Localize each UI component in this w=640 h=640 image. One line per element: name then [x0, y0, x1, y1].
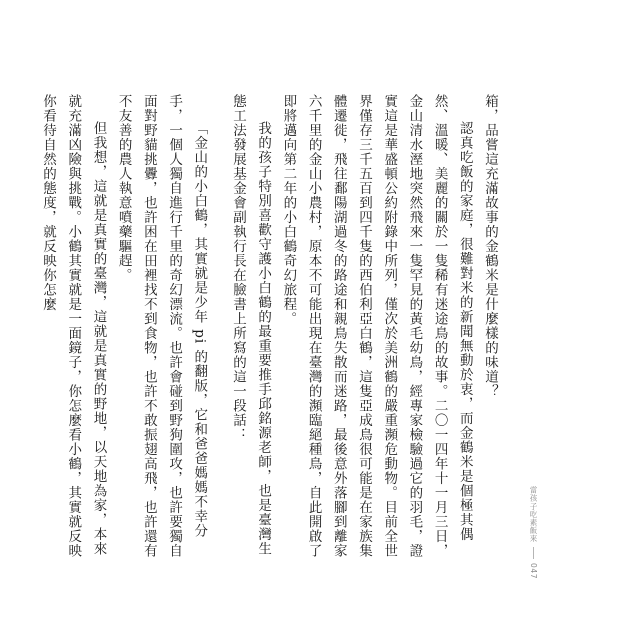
paragraph: 我的孩子特別喜歡守護小白鶴的最重要推手邱銘源老師，也是臺灣生態工法發展基金會副執行長在臉書上所寫的這一段話：: [229, 94, 272, 556]
paragraph: 但我想，這就是真實的臺灣，這就是真實的野地，以天地為家，本來就充滿凶險與挑戰。小鶴其實就是一面鏡子，你怎麼看小鶴，其實就反映你看待自然的態度，就反映你怎麼: [40, 94, 107, 558]
paragraph: 認真吃飯的家庭，很難對米的新聞無動於衷，而金鶴米是個極其偶然、溫暖、美麗的關於一隻稀有迷途鳥的故事。二〇一四年十一月三日，金山清水溼地突然飛來一隻罕見的黃毛幼鳥，經專家檢驗過它的羽毛，證實這是華盛頓公約附錄中所列，僅次於美洲鶴的嚴重瀕危動物。目前全世界僅存三千五百到四千隻的西伯利亞白鶴，這隻亞成鳥很可能是在家族集體遷徙，飛往鄱陽湖過冬的路途和親鳥失散而迷路，最後意外落腳到離家六千里的金山小農村，原本不可能出現在臺灣的瀕臨絕種鳥，自此開啟了即將邁向第二年的小白鶴奇幻旅程。: [280, 94, 473, 558]
body-text: [40, 94, 502, 564]
page-footer: [528, 486, 539, 579]
page-number: 047: [529, 562, 538, 579]
footer-divider: [533, 547, 534, 559]
quote-paragraph: 「金山的小白鶴，其實就是少年 pi 的翻版，它和爸爸媽媽不幸分手，一個人獨自進行千里的奇幻漂流。也許會碰到野狗圍攻，也許要獨自面對野貓挑釁，也許困在田裡找不到食物，也許不敢振翅高飛，也許還有不友善的農人執意噴藥驅趕。: [115, 94, 208, 558]
running-title: 當孩子吃素飯來: [529, 486, 538, 543]
paragraph: 箱，品嘗這充滿故事的金鶴米是什麼樣的味道？: [482, 94, 498, 399]
